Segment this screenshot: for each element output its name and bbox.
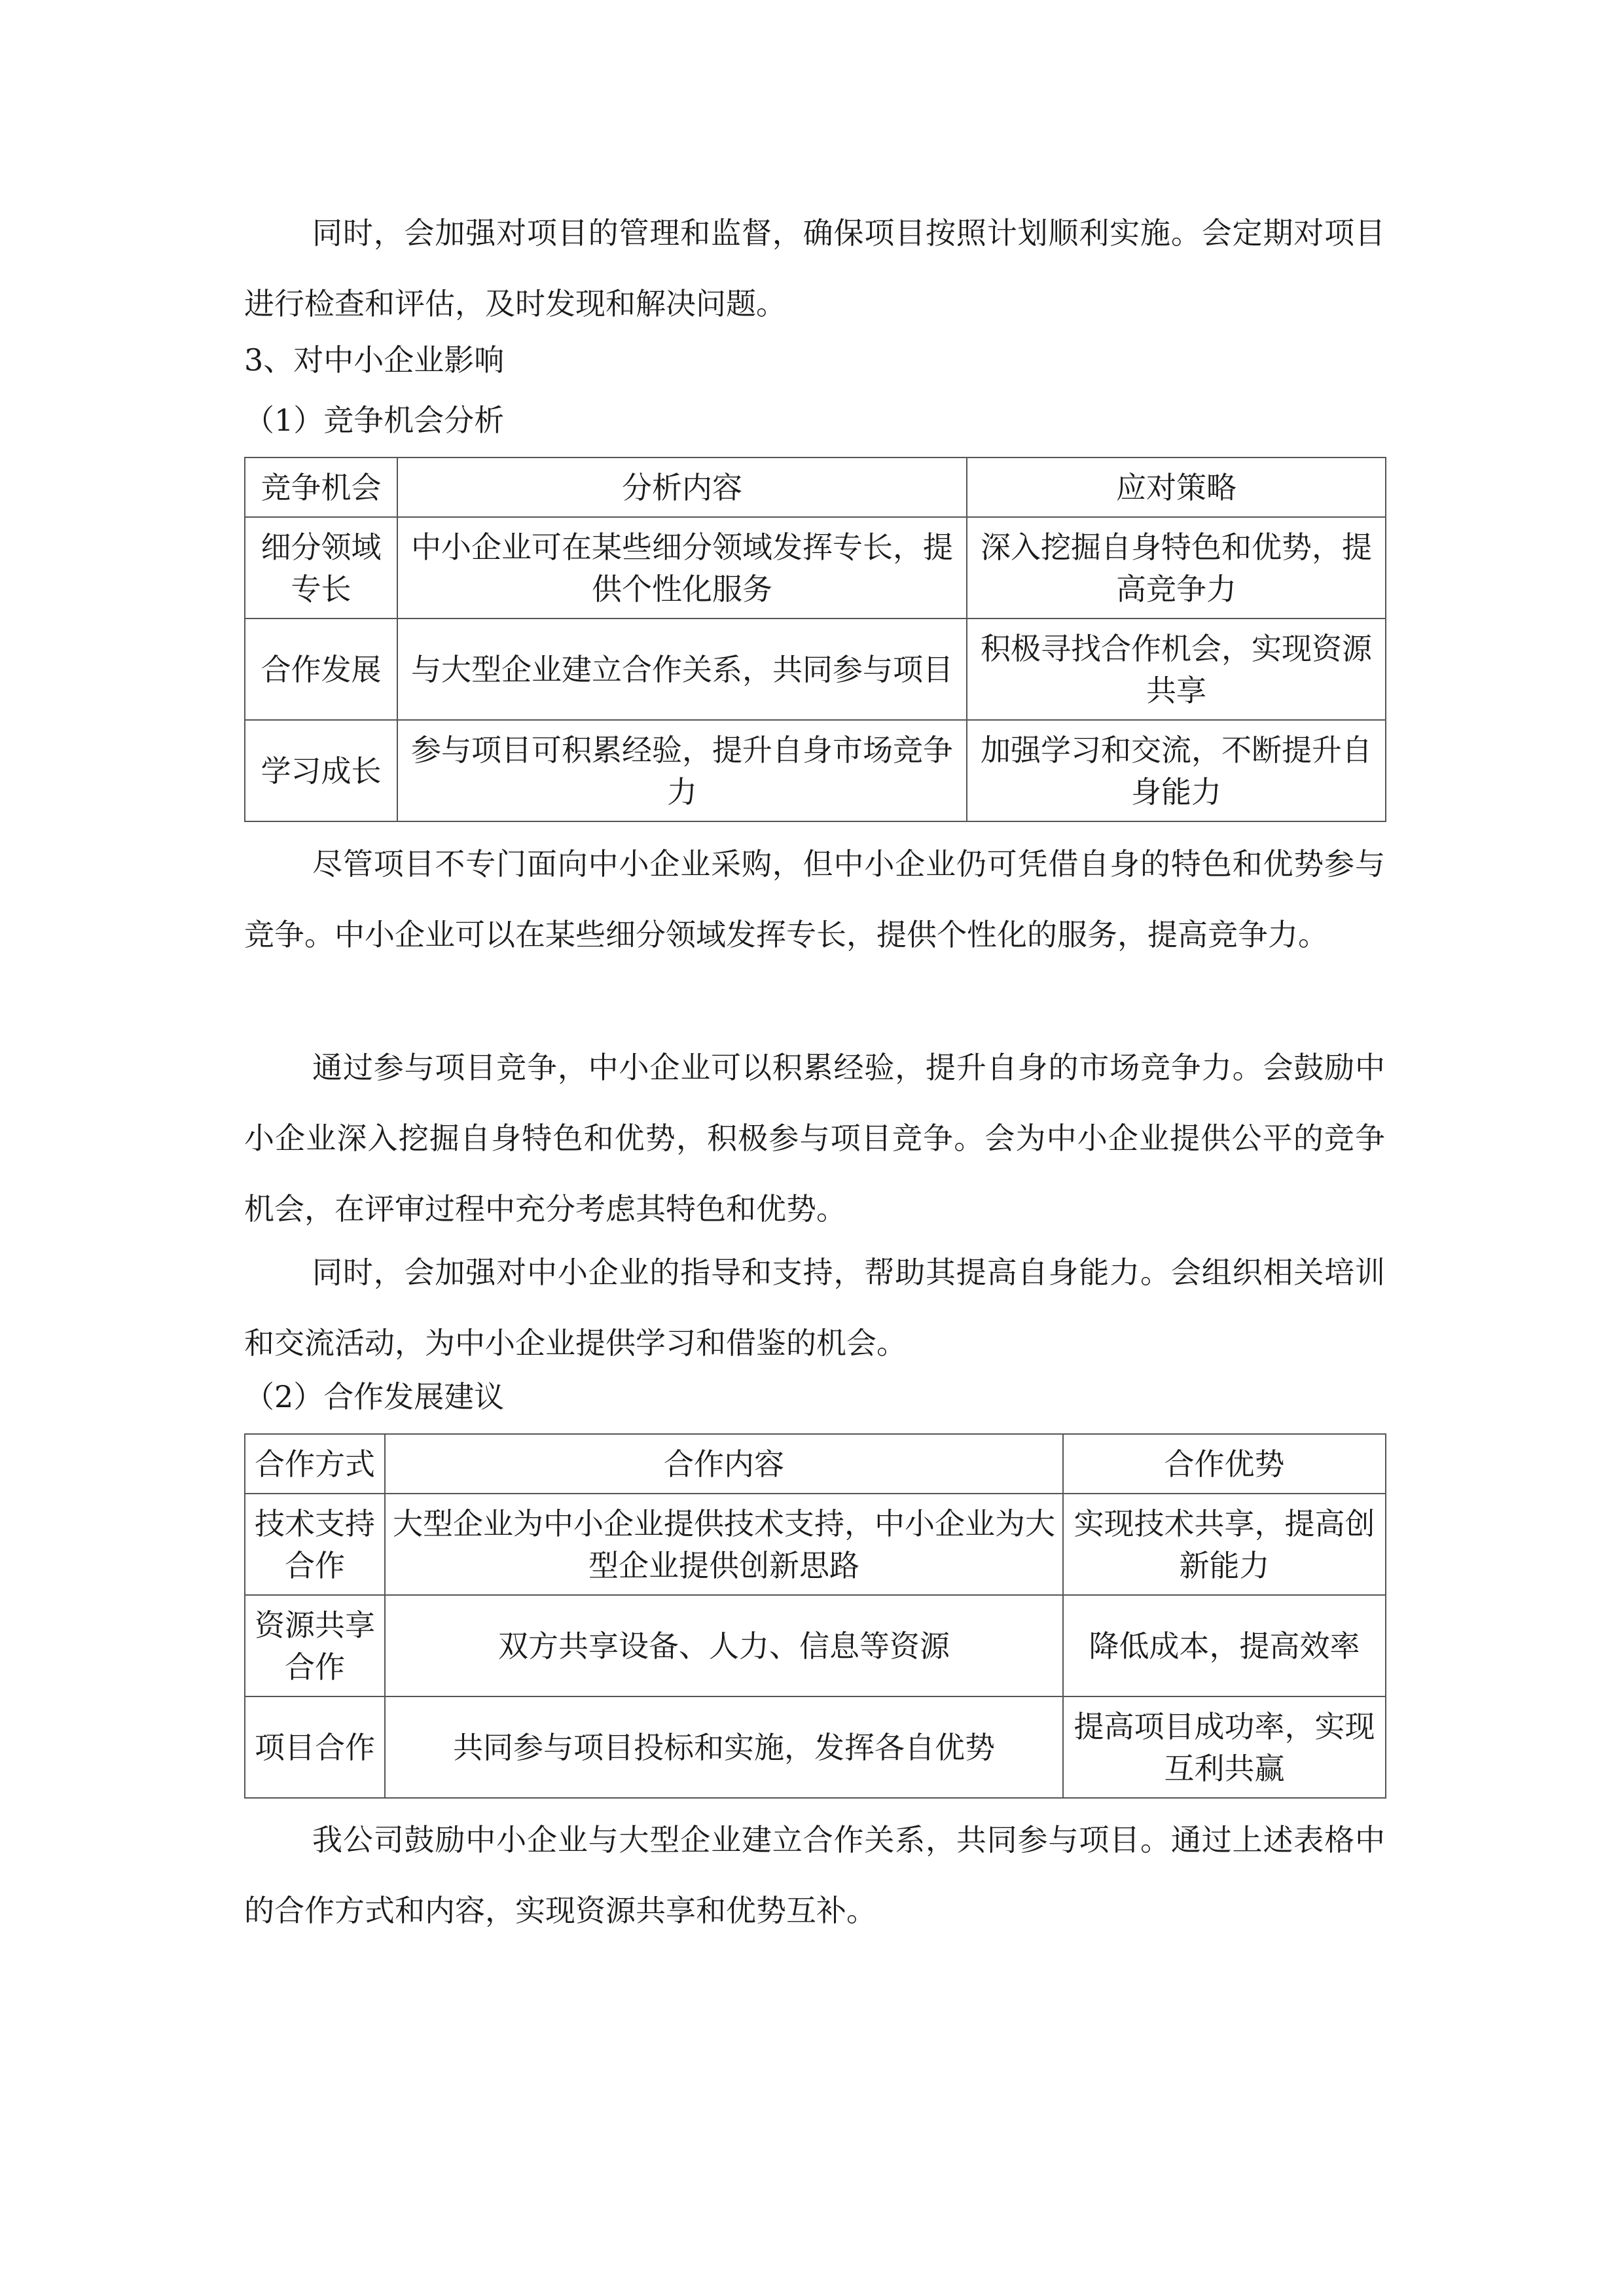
table-header-cell: 分析内容: [397, 457, 967, 517]
subheading-cooperation-suggestions: （2）合作发展建议: [244, 1379, 505, 1414]
table-cell: 实现技术共享，提高创新能力: [1063, 1494, 1386, 1595]
table-cell: 中小企业可在某些细分领域发挥专长，提供个性化服务: [397, 517, 967, 619]
table-header-row: [245, 457, 1386, 517]
paragraph-sme-support: 同时，会加强对中小企业的指导和支持，帮助其提高自身能力。会组织相关培训和交流活动，为中小企业提供学习和借鉴的机会。: [244, 1255, 1385, 1361]
table-header-cell: 竞争机会: [245, 457, 397, 517]
table-cell: 双方共享设备、人力、信息等资源: [385, 1595, 1063, 1696]
table-row: [245, 720, 1386, 821]
table-cell: 项目合作: [245, 1696, 385, 1798]
table-header-cell: 合作优势: [1063, 1434, 1386, 1494]
table-cell: 降低成本，提高效率: [1063, 1595, 1386, 1696]
table-header-cell: 合作方式: [245, 1434, 385, 1494]
table-cell: 提高项目成功率，实现互利共赢: [1063, 1696, 1386, 1798]
competition-opportunity-table: [244, 457, 1386, 822]
table-row: [245, 1595, 1386, 1696]
table-cell: 参与项目可积累经验，提升自身市场竞争力: [397, 720, 967, 821]
paragraph-sme-competition: 尽管项目不专门面向中小企业采购，但中小企业仍可凭借自身的特色和优势参与竞争。中小企业可以在某些细分领域发挥专长，提供个性化的服务，提高竞争力。: [244, 846, 1385, 952]
paragraph-cooperation-summary: 我公司鼓励中小企业与大型企业建立合作关系，共同参与项目。通过上述表格中的合作方式和内容，实现资源共享和优势互补。: [244, 1822, 1385, 1928]
table-cell: 加强学习和交流，不断提升自身能力: [967, 720, 1386, 821]
table-cell: 深入挖掘自身特色和优势，提高竞争力: [967, 517, 1386, 619]
cooperation-development-table: [244, 1433, 1386, 1799]
table-header-cell: 合作内容: [385, 1434, 1063, 1494]
table-row: [245, 517, 1386, 619]
table-header-row: [245, 1434, 1386, 1494]
table-cell: 共同参与项目投标和实施，发挥各自优势: [385, 1696, 1063, 1798]
paragraph-sme-experience: 通过参与项目竞争，中小企业可以积累经验，提升自身的市场竞争力。会鼓励中小企业深入挖掘自身特色和优势，积极参与项目竞争。会为中小企业提供公平的竞争机会，在评审过程中充分考虑其特色和优势。: [244, 1050, 1385, 1227]
table-cell: 资源共享合作: [245, 1595, 385, 1696]
paragraph-project-supervision: 同时，会加强对项目的管理和监督，确保项目按照计划顺利实施。会定期对项目进行检查和评估，及时发现和解决问题。: [244, 215, 1385, 321]
table-cell: 积极寻找合作机会，实现资源共享: [967, 619, 1386, 720]
table-cell: 细分领域专长: [245, 517, 397, 619]
table-cell: 与大型企业建立合作关系，共同参与项目: [397, 619, 967, 720]
table-header-cell: 应对策略: [967, 457, 1386, 517]
subheading-competition-analysis: （1）竞争机会分析: [244, 403, 505, 438]
table-cell: 合作发展: [245, 619, 397, 720]
table-cell: 大型企业为中小企业提供技术支持，中小企业为大型企业提供创新思路: [385, 1494, 1063, 1595]
section-heading-sme-impact: 3、对中小企业影响: [244, 342, 505, 378]
table-row: [245, 1696, 1386, 1798]
table-row: [245, 619, 1386, 720]
table-cell: 技术支持合作: [245, 1494, 385, 1595]
table-cell: 学习成长: [245, 720, 397, 821]
table-row: [245, 1494, 1386, 1595]
